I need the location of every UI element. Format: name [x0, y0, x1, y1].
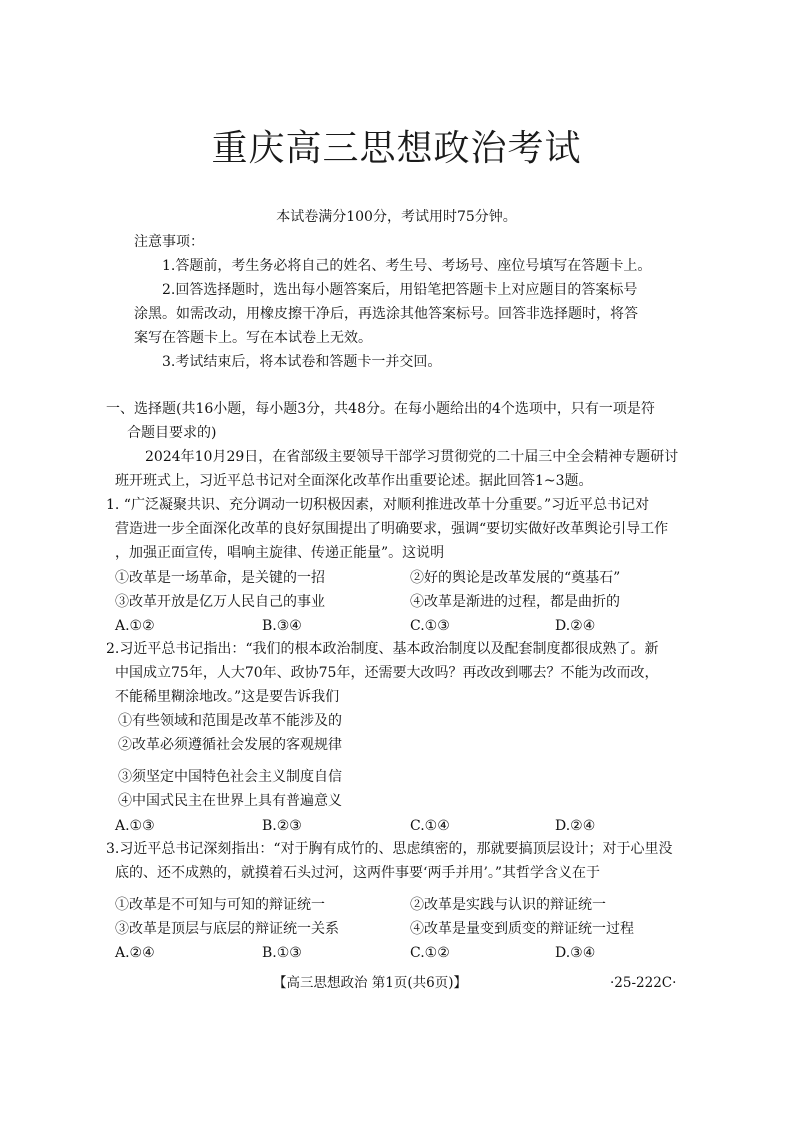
- question-2-statement-3: ③须坚定中国特色社会主义制度自信: [118, 769, 342, 785]
- question-1-stem-line-1: 1. “广泛凝聚共识、充分调动一切积极因素，对顺利推进改革十分重要。”习近平总书记对: [106, 497, 650, 513]
- question-1-option-d: D.②④: [555, 618, 596, 634]
- question-1-option-b: B.③④: [262, 618, 302, 634]
- question-2-statement-1: ①有些领域和范围是改革不能涉及的: [118, 713, 342, 729]
- exam-subtitle: 本试卷满分100分，考试用时75分钟。: [276, 209, 517, 225]
- question-2-stem-line-2: 中国成立75年，人大70年、政协75年，还需要大改吗？再改改到哪去？不能为改而改，: [115, 665, 659, 681]
- question-1-statement-1: ①改革是一场革命，是关键的一招: [115, 570, 325, 586]
- question-1-option-a: A.①②: [115, 618, 155, 634]
- question-3-option-a: A.②④: [115, 945, 155, 961]
- exam-code: ·25-222C·: [610, 975, 677, 991]
- question-2-stem-line-3: 不能稀里糊涂地改。”这是要告诉我们: [115, 689, 340, 705]
- page-footer-label: 【高三思想政治 第1页(共6页)】: [273, 975, 468, 991]
- notice-item-2-line-1: 2.回答选择题时，选出每小题答案后，用铅笔把答题卡上对应题目的答案标号: [162, 282, 638, 298]
- question-2-option-d: D.②④: [555, 818, 596, 834]
- question-3-option-c: C.①②: [410, 945, 450, 961]
- question-1-stem-line-2: 营造进一步全面深化改革的良好氛围提出了明确要求，强调“要切实做好改革舆论引导工作: [115, 521, 669, 537]
- question-3-option-d: D.③④: [555, 945, 596, 961]
- material-line-1: 2024年10月29日，在省部级主要领导干部学习贯彻党的二十届三中全会精神专题研讨: [145, 449, 679, 465]
- question-1-statement-3: ③改革开放是亿万人民自己的事业: [115, 594, 325, 610]
- question-2-option-a: A.①③: [115, 818, 155, 834]
- exam-title: 重庆高三思想政治考试: [211, 128, 582, 169]
- notice-item-2-line-2: 涂黑。如需改动，用橡皮擦干净后，再选涂其他答案标号。回答非选择题时，将答: [134, 306, 638, 322]
- question-3-statement-4: ④改革是量变到质变的辩证统一过程: [410, 921, 634, 937]
- question-2-option-b: B.②③: [262, 818, 302, 834]
- question-1-statement-4: ④改革是渐进的过程，都是曲折的: [410, 594, 620, 610]
- question-3-stem-line-1: 3.习近平总书记深刻指出：“对于胸有成竹的、思虑缜密的，那就要搞顶层设计；对于心里没: [106, 841, 673, 857]
- question-1-stem-line-3: ，加强正面宣传，唱响主旋律、传递正能量”。这说明: [115, 545, 445, 561]
- question-3-statement-1: ①改革是不可知与可知的辩证统一: [115, 897, 325, 913]
- notice-heading: 注意事项：: [134, 234, 204, 250]
- notice-item-1: 1.答题前，考生务必将自己的姓名、考生号、考场号、座位号填写在答题卡上。: [162, 258, 652, 274]
- question-3-option-b: B.①③: [262, 945, 302, 961]
- question-3-statement-2: ②改革是实践与认识的辩证统一: [410, 897, 606, 913]
- notice-item-2-line-3: 案写在答题卡上。写在本试卷上无效。: [134, 330, 372, 346]
- section-heading-line-1: 一、选择题(共16小题，每小题3分，共48分。在每小题给出的4个选项中，只有一项是符: [106, 401, 655, 417]
- material-line-2: 班开班式上，习近平总书记对全面深化改革作出重要论述。据此回答1~3题。: [115, 473, 593, 489]
- question-2-statement-4: ④中国式民主在世界上具有普遍意义: [118, 793, 342, 809]
- question-3-statement-3: ③改革是顶层与底层的辩证统一关系: [115, 921, 339, 937]
- notice-item-3: 3.考试结束后，将本试卷和答题卡一并交回。: [162, 354, 442, 370]
- question-2-statement-2: ②改革必须遵循社会发展的客观规律: [118, 737, 342, 753]
- question-2-stem-line-1: 2.习近平总书记指出：“我们的根本政治制度、基本政治制度以及配套制度都很成熟了。新: [106, 641, 659, 657]
- question-3-stem-line-2: 底的、还不成熟的，就摸着石头过河，这两件事要‘两手并用’。”其哲学含义在于: [115, 865, 601, 881]
- section-heading-line-2: 合题目要求的): [127, 425, 217, 441]
- question-1-statement-2: ②好的舆论是改革发展的“奠基石”: [410, 570, 621, 586]
- question-1-option-c: C.①③: [410, 618, 450, 634]
- question-2-option-c: C.①④: [410, 818, 450, 834]
